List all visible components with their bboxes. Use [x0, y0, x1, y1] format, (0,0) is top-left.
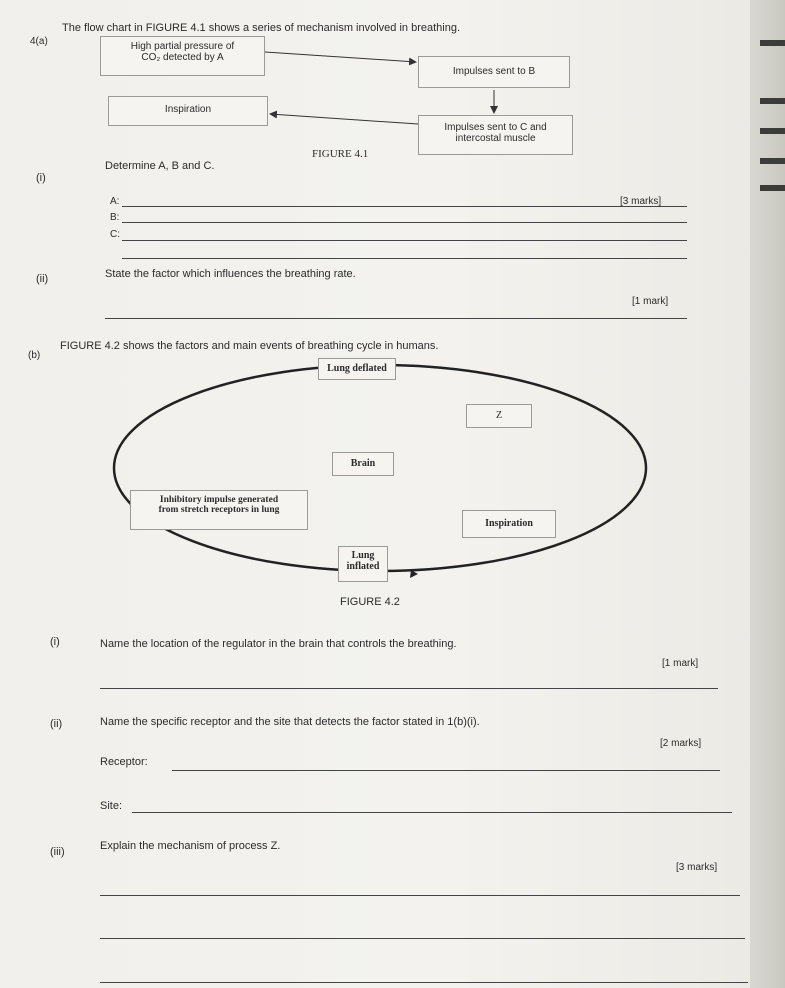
answer-line[interactable]: [100, 688, 718, 689]
question-number: 4(a): [30, 36, 48, 47]
marks: [3 marks]: [620, 196, 662, 207]
marks: [1 mark]: [632, 296, 669, 307]
receptor-label: Receptor:: [100, 756, 148, 768]
answer-label-a: A:: [110, 196, 120, 207]
cycle-box-text: from stretch receptors in lung: [158, 505, 280, 515]
marks: [3 marks]: [676, 862, 718, 873]
question-number: (b): [28, 350, 41, 361]
cycle-box-text: Lung: [351, 550, 375, 561]
answer-line[interactable]: [100, 982, 748, 983]
sub-question-text: State the factor which influences the breathing rate.: [105, 268, 356, 280]
flow-box-text: Inspiration: [164, 104, 212, 115]
cycle-box-text: inflated: [346, 561, 380, 572]
flow-box-text: High partial pressure of: [130, 41, 235, 52]
receptor-answer-line[interactable]: [172, 770, 720, 771]
flow-box-text: CO₂ detected by A: [141, 52, 224, 63]
cycle-box-z: Z: [466, 404, 532, 428]
question-intro: The flow chart in FIGURE 4.1 shows a series of mechanism involved in breathing.: [62, 22, 461, 34]
marks: [2 marks]: [660, 738, 702, 749]
answer-label-c: C:: [110, 229, 120, 240]
sub-question-text: Name the specific receptor and the site that detects the factor stated in 1(b)(i).: [100, 716, 480, 728]
sub-question-text: Explain the mechanism of process Z.: [100, 840, 281, 852]
answer-line[interactable]: [122, 258, 687, 259]
sub-question-text: Name the location of the regulator in the brain that controls the breathing.: [100, 638, 457, 650]
sub-question-text: Determine A, B and C.: [105, 160, 215, 172]
answer-label-b: B:: [110, 212, 120, 223]
flow-box-text: intercostal muscle: [455, 133, 536, 144]
cycle-box-lung-deflated: Lung deflated: [318, 358, 396, 380]
site-label: Site:: [100, 800, 123, 812]
question-intro: FIGURE 4.2 shows the factors and main events of breathing cycle in humans.: [60, 340, 439, 352]
cycle-box-inhibitory: [130, 490, 308, 530]
answer-line[interactable]: [100, 895, 740, 896]
figure-label: FIGURE 4.2: [340, 596, 400, 608]
flow-box-text: Impulses sent to B: [452, 66, 536, 77]
sub-question-number: (i): [50, 636, 60, 648]
sub-question-number: (ii): [36, 273, 49, 285]
arrow-3: [270, 114, 418, 124]
site-answer-line[interactable]: [132, 812, 732, 813]
answer-line[interactable]: [122, 206, 687, 207]
sub-question-number: (ii): [50, 718, 63, 730]
figure-label: FIGURE 4.1: [312, 148, 369, 160]
answer-line[interactable]: [105, 318, 687, 319]
marks: [1 mark]: [662, 658, 699, 669]
flow-box-text: Impulses sent to C and: [444, 122, 547, 133]
answer-line[interactable]: [100, 938, 745, 939]
answer-line[interactable]: [122, 222, 687, 223]
cycle-box-text: Inhibitory impulse generated: [159, 495, 279, 505]
cycle-box-inspiration: Inspiration: [462, 510, 556, 538]
sub-question-number: (i): [36, 172, 46, 184]
sub-question-number: (iii): [50, 846, 65, 858]
answer-line[interactable]: [122, 240, 687, 241]
cycle-box-lung-inflated: [338, 546, 388, 582]
arrow-1: [265, 52, 416, 62]
cycle-box-brain: Brain: [332, 452, 394, 476]
